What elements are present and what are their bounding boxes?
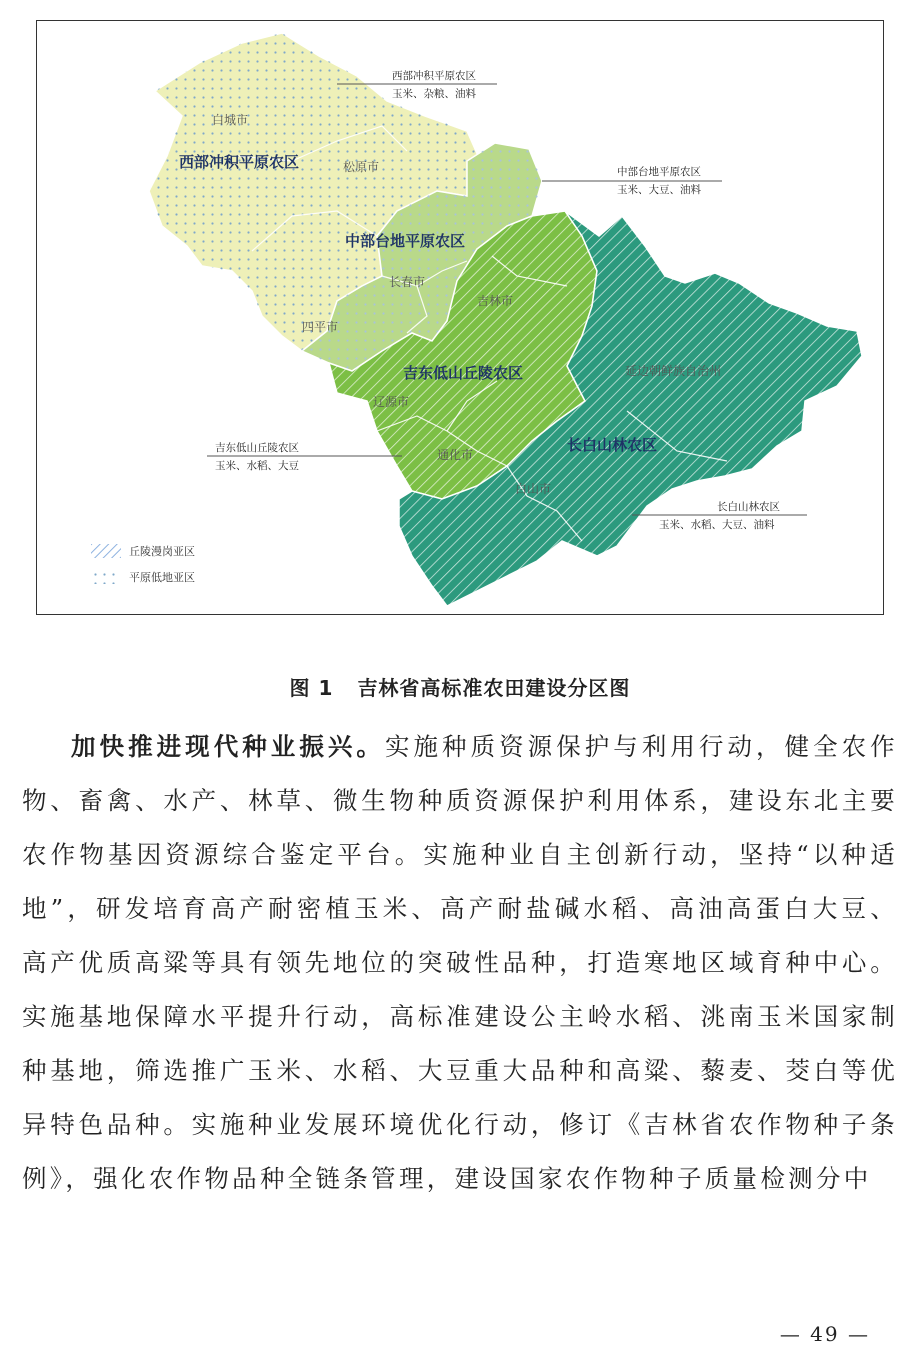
map-graphic xyxy=(37,21,885,616)
city-jilin: 吉林市 xyxy=(477,294,514,308)
city-tonghua: 通化市 xyxy=(437,448,474,462)
callout-changbai-crops: 玉米、水稻、大豆、油料 xyxy=(659,519,775,531)
map-legend xyxy=(91,544,195,584)
city-baishan: 白山市 xyxy=(515,482,552,496)
figure-title: 吉林省高标准农田建设分区图 xyxy=(357,676,631,700)
zone-label-central: 中部台地平原农区 xyxy=(345,232,466,250)
city-liaoyuan: 辽源市 xyxy=(373,395,410,409)
city-songyuan: 松原市 xyxy=(343,160,380,174)
callout-central-title: 中部台地平原农区 xyxy=(617,166,701,178)
paragraph-text: 实施种质资源保护与利用行动，健全农作物、畜禽、水产、林草、微生物种质资源保护利用体系，建设东北主要农作物基因资源综合鉴定平台。实施种业自主创新行动，坚持“以种适地”，研发培育高产耐密植玉米、高产耐盐碱水稻、高油高蛋白大豆、高产优质高粱等具有领先地位的突破性品种，打造寒地区域育种中心。实施基地保障水平提升行动，高标准建设公主岭水稻、洮南玉米国家制种基地，筛选推广玉米、水稻、大豆重大品种和高粱、藜麦、茭白等优异特色品种。实施种业发展环境优化行动，修订《吉林省农作物种子条例》，强化农作物品种全链条管理，建设国家农作物种子质量检测分中 xyxy=(22,732,898,1193)
city-changchun: 长春市 xyxy=(389,275,426,289)
zone-label-east-hill: 吉东低山丘陵农区 xyxy=(403,364,524,382)
callout-changbai-title: 长白山林农区 xyxy=(717,501,780,513)
figure-number: 图 1 xyxy=(289,676,334,700)
legend-hatch-swatch xyxy=(91,544,121,558)
zone-label-west: 西部冲积平原农区 xyxy=(179,153,300,171)
zone-label-changbai: 长白山林农区 xyxy=(567,436,658,454)
body-paragraph xyxy=(22,720,898,1206)
callout-central-crops: 玉米、大豆、油料 xyxy=(617,184,701,196)
figure-caption xyxy=(0,672,920,701)
callout-east-hill-title: 吉东低山丘陵农区 xyxy=(215,442,299,454)
paragraph-lead: 加快推进现代种业振兴。 xyxy=(71,732,385,761)
city-siping: 四平市 xyxy=(302,320,339,334)
city-baicheng: 白城市 xyxy=(212,113,249,127)
callout-west-crops: 玉米、杂粮、油料 xyxy=(392,88,476,100)
callout-west-title: 西部冲积平原农区 xyxy=(392,70,476,82)
page-number: — 49 — xyxy=(779,1322,870,1346)
legend-dots-swatch xyxy=(91,570,121,584)
zoning-map xyxy=(36,20,884,615)
legend-hill-label: 丘陵漫岗亚区 xyxy=(129,545,195,558)
callout-east-hill-crops: 玉米、水稻、大豆 xyxy=(215,460,299,472)
city-yanbian: 延边朝鲜族自治州 xyxy=(625,364,722,378)
legend-plain-label: 平原低地亚区 xyxy=(129,571,195,584)
